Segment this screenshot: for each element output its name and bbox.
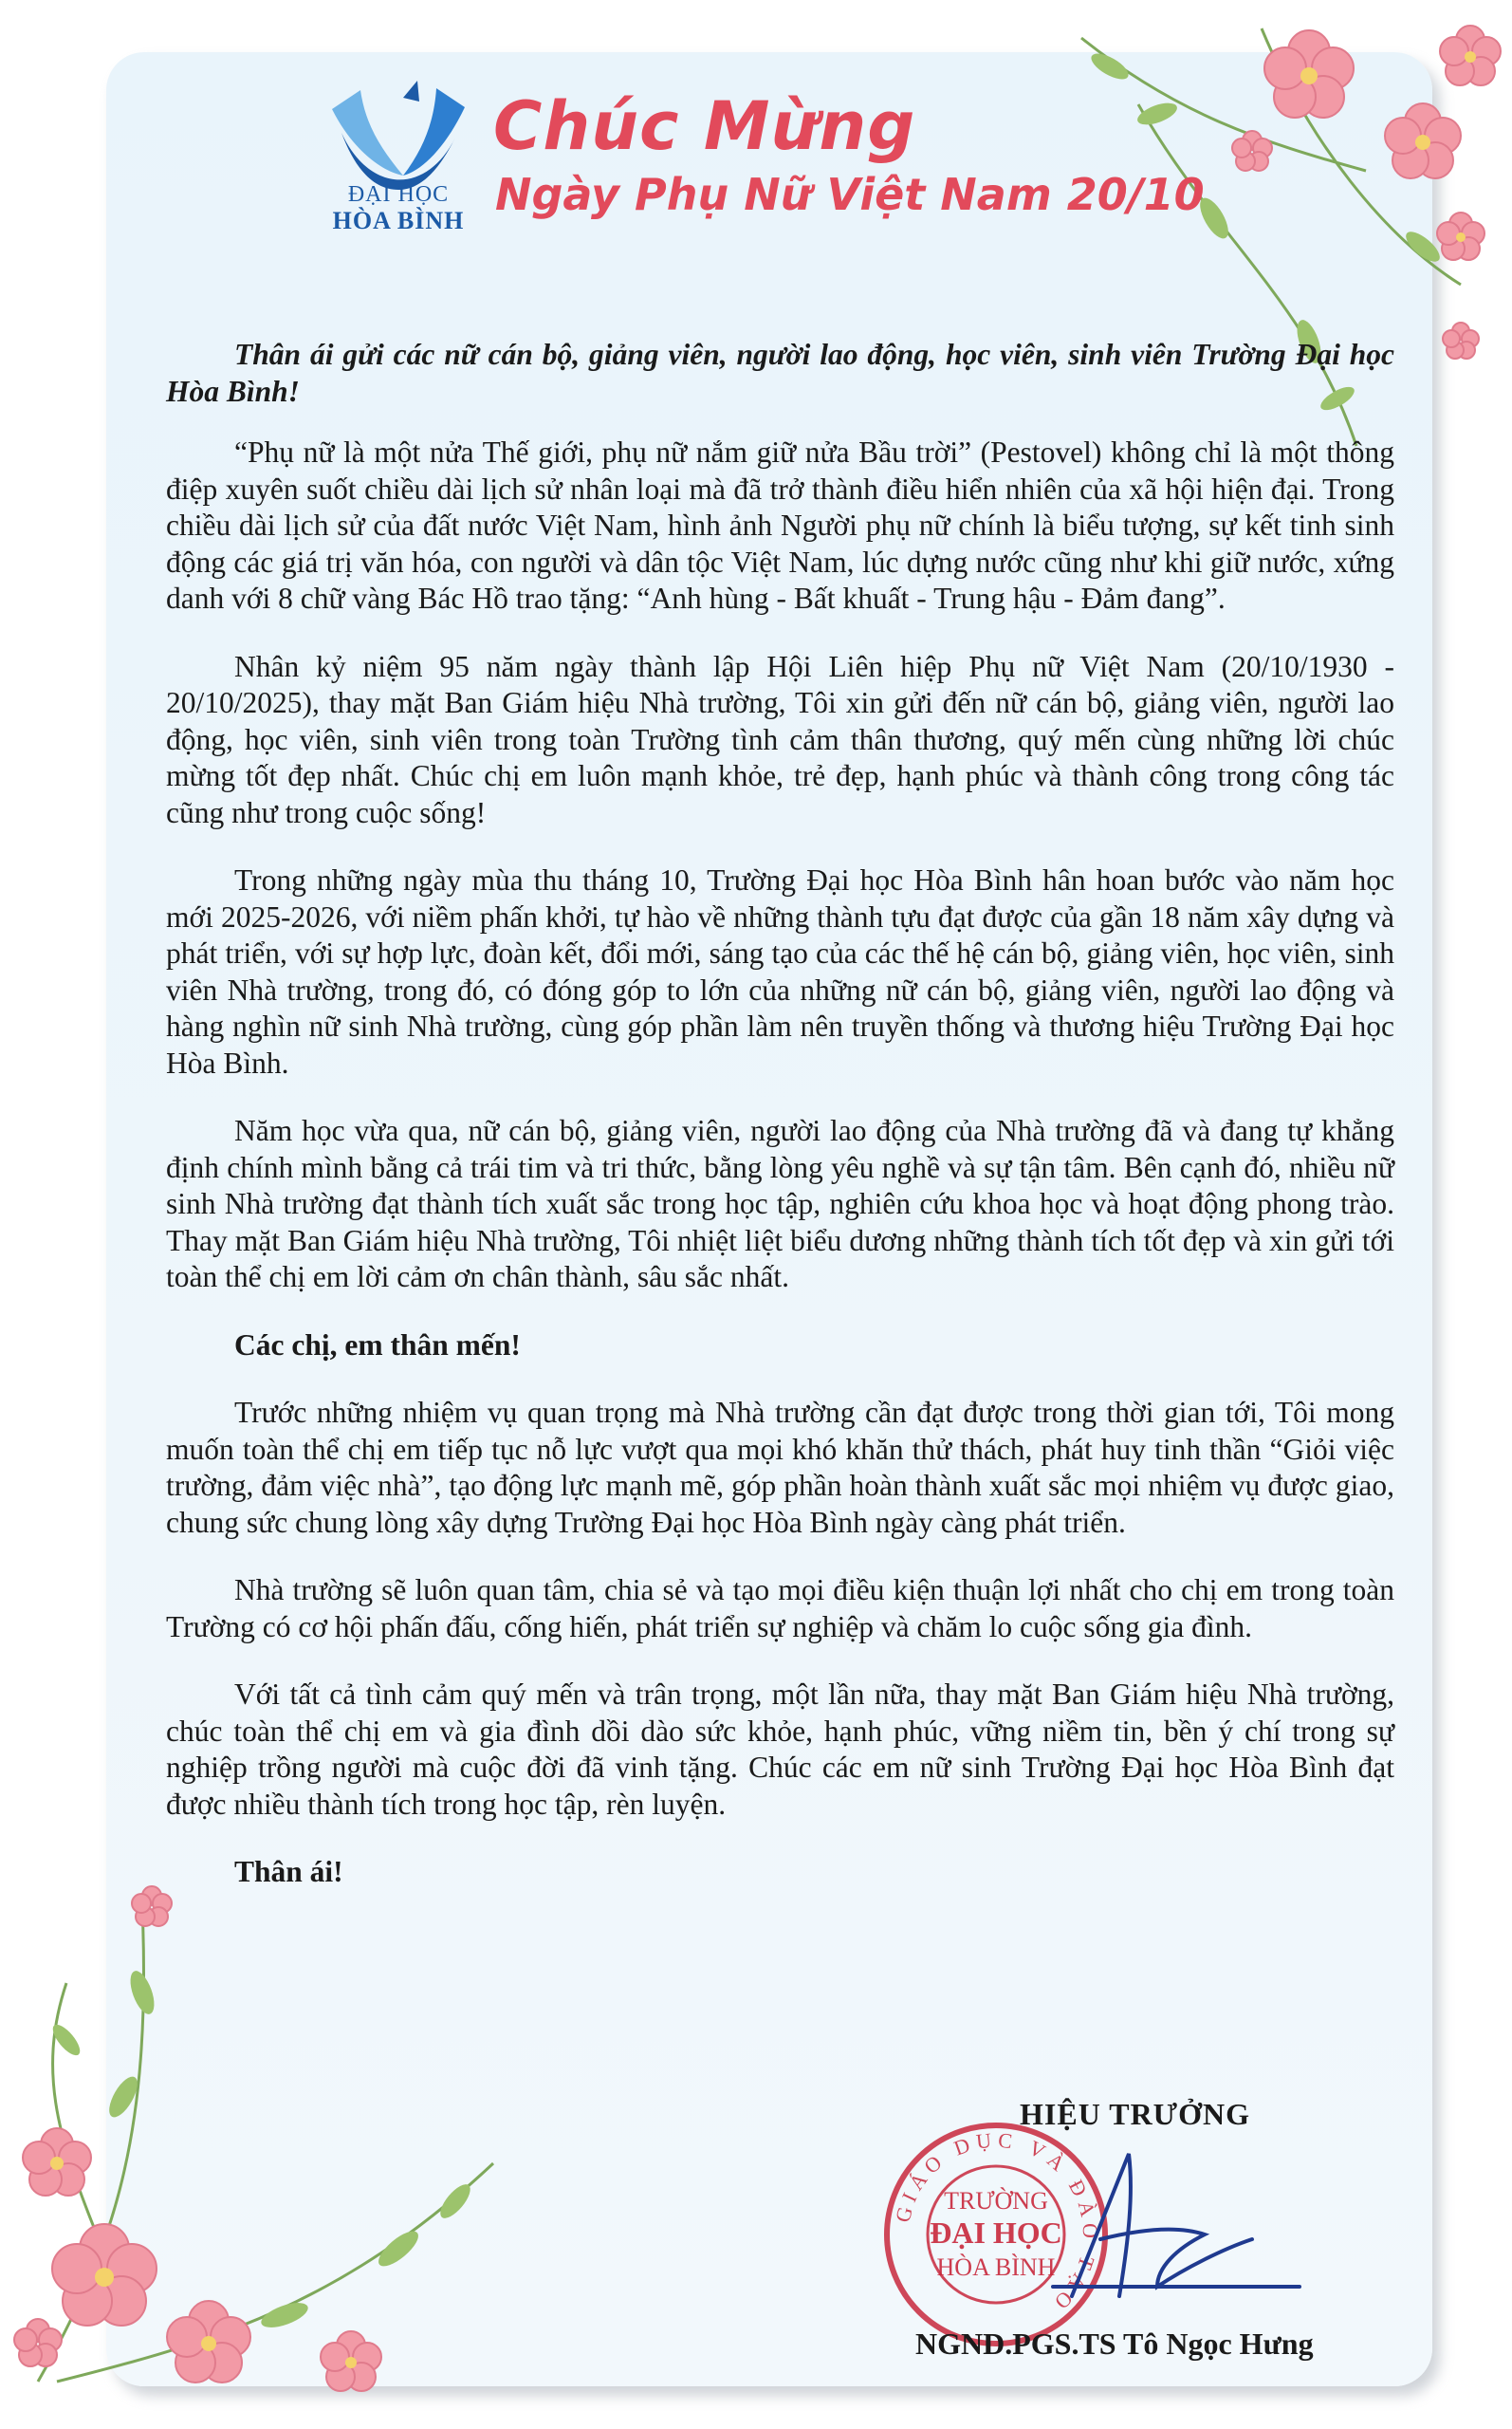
letter-paragraph: Trước những nhiệm vụ quan trọng mà Nhà trường cần đạt được trong thời gian tới, Tôi mong muốn toàn thể chị em tiếp tục nỗ lực vượt qua mọi khó khăn thử thách, phát huy tinh thần “Giỏi việc trường, đảm việc nhà”, tạo động lực mạnh mẽ, góp phần hoàn thành xuất sắc mọi nhiệm vụ được giao, chung sức chung lòng xây dựng Trường Đại học Hòa Bình ngày càng phát triển. (166, 1396, 1394, 1539)
page-subtitle: Ngày Phụ Nữ Việt Nam 20/10 (495, 169, 1205, 220)
letter-closing: Thân ái! (234, 1855, 343, 1888)
stamp-ring-text: GIÁO DỤC VÀ ĐÀO TẠO (890, 2127, 1103, 2318)
letter-paragraph: Trong những ngày mùa thu tháng 10, Trường Đại học Hòa Bình hân hoan bước vào năm học mới 2025-2026, với niềm phấn khởi, tự hào về những thành tựu đạt được của gần 18 năm xây dựng và phát triển, với sự hợp lực, đoàn kết, đổi mới, sáng tạo của các thế hệ cán bộ, giảng viên, học viên, sinh viên Nhà trường, trong đó, có đóng góp to lớn của những nữ cán bộ, giảng viên, người lao động và hàng nghìn nữ sinh Nhà trường, cùng góp phần làm nên truyền thống và thương hiệu Trường Đại học Hòa Bình. (166, 863, 1394, 1080)
letter-paragraph: “Phụ nữ là một nửa Thế giới, phụ nữ nắm giữ nửa Bầu trời” (Pestovel) không chỉ là một thông điệp xuyên suốt chiều dài lịch sử nhân loại mà đã trở thành điều hiển nhiên của xã hội hiện đại. Trong chiều dài lịch sử của đất nước Việt Nam, hình ảnh Người phụ nữ chính là biểu tượng, sự kết tinh sinh động các giá trị văn hóa, con người và dân tộc Việt Nam, lúc dựng nước cũng như khi giữ nước, xứng danh với 8 chữ vàng Bác Hồ trao tặng: “Anh hùng - Bất khuất - Trung hậu - Đảm đang”. (166, 436, 1394, 615)
letter-paragraph: Năm học vừa qua, nữ cán bộ, giảng viên, người lao động của Nhà trường đã và đang tự khẳng định chính mình bằng cả trái tim và tri thức, bằng lòng yêu nghề và sự tận tâm. Bên cạnh đó, nhiều nữ sinh Nhà trường đạt thành tích xuất sắc trong học tập, nghiên cứu khoa học và hoạt động phong trào. Thay mặt Ban Giám hiệu Nhà trường, Tôi nhiệt liệt biểu dương những thành tích tốt đẹp và xin gửi tới toàn thể chị em lời cảm ơn chân thành, sâu sắc nhất. (166, 1114, 1394, 1293)
letter-salutation: Các chị, em thân mến! (234, 1327, 521, 1362)
page-title: Chúc Mừng (493, 87, 916, 165)
stamp-text-line1: TRƯỜNG (944, 2187, 1048, 2215)
logo-text-line2: HÒA BÌNH (332, 207, 465, 234)
stamp-text-line2: ĐẠI HỌC (930, 2216, 1062, 2250)
letter-body (166, 337, 1394, 1922)
letter-paragraph: Nhân kỷ niệm 95 năm ngày thành lập Hội Liên hiệp Phụ nữ Việt Nam (20/10/1930 - 20/10/2025), thay mặt Ban Giám hiệu Nhà trường, Tôi xin gửi đến nữ cán bộ, giảng viên, người lao động, học viên, sinh viên trong toàn Trường tình cảm thân thương, quý mến cùng những lời chúc mừng tốt đẹp nhất. Chúc chị em luôn mạnh khỏe, trẻ đẹp, hạnh phúc và thành công trong công tác cũng như trong cuộc sống! (166, 649, 1394, 829)
signer-title: HIỆU TRƯỞNG (1020, 2097, 1251, 2131)
letter-paragraph: Với tất cả tình cảm quý mến và trân trọng, một lần nữa, thay mặt Ban Giám hiệu Nhà trường, chúc toàn thể chị em và gia đình dồi dào sức khỏe, hạnh phúc, vững niềm tin, bền ý chí trong sự nghiệp trồng người mà cuộc đời đã vinh tặng. Chúc các em nữ sinh Trường Đại học Hòa Bình đạt được nhiều thành tích trong học tập, rèn luyện. (166, 1678, 1394, 1821)
signer-name: NGND.PGS.TS Tô Ngọc Hưng (915, 2327, 1314, 2361)
letter-greeting: Thân ái gửi các nữ cán bộ, giảng viên, người lao động, học viên, sinh viên Trường Đại học Hòa Bình! (166, 338, 1394, 408)
handwritten-signature (1015, 2135, 1328, 2325)
letter-paragraph: Nhà trường sẽ luôn quan tâm, chia sẻ và tạo mọi điều kiện thuận lợi nhất cho chị em trong toàn Trường có cơ hội phấn đấu, cống hiến, phát triển sự nghiệp và chăm lo cuộc sống gia đình. (166, 1573, 1394, 1643)
logo-text-line1: ĐẠI HỌC (347, 182, 450, 207)
stamp-text-line3: HÒA BÌNH (936, 2253, 1056, 2281)
floral-corner-bottom-left (0, 1850, 531, 2429)
